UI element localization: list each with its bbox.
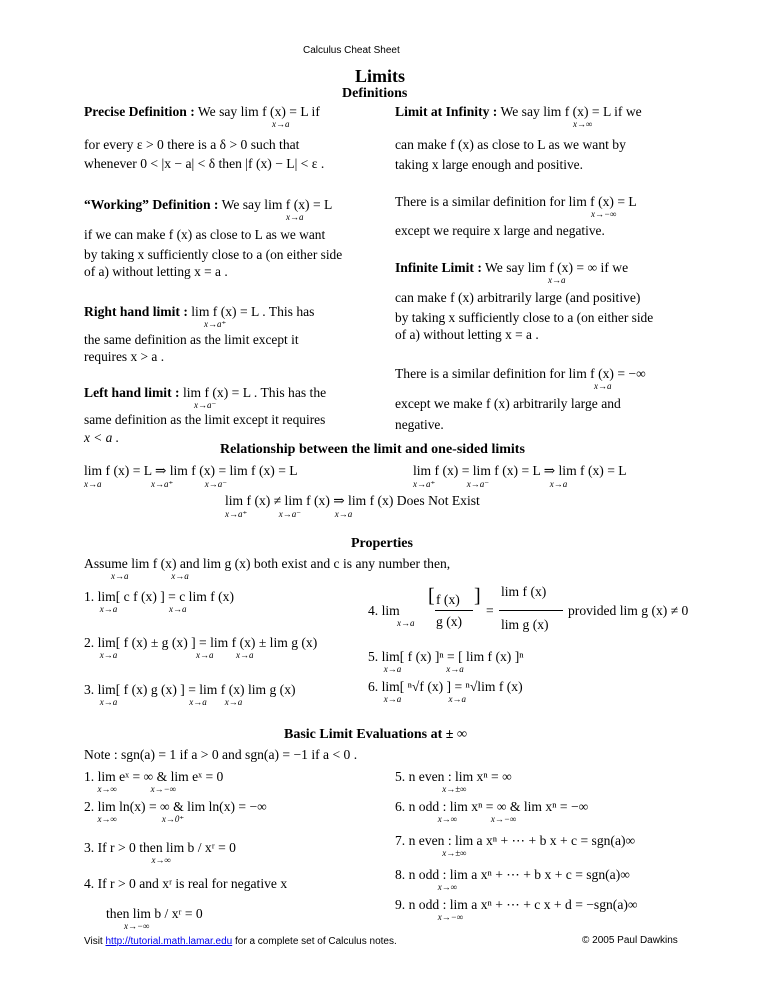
working-line1: We say lim f (x) = L xyxy=(221,197,333,212)
property-4-rnum: lim f (x) xyxy=(501,584,547,599)
footer-visit-text: Visit xyxy=(84,936,103,947)
right-line3: requires x > a . xyxy=(84,349,165,364)
infinity-line3: taking x large enough and positive. xyxy=(395,157,583,172)
infinite-line2: can make f (x) arbitrarily large (and positive) xyxy=(395,290,641,305)
basic-heading: Basic Limit Evaluations at ± ∞ xyxy=(284,727,467,742)
relationship-eq3: lim f (x) ≠ lim f (x) ⇒ lim f (x) Does Not Exist xyxy=(225,493,480,508)
working-line4: of a) without letting x = a . xyxy=(84,264,228,279)
relationship-eq2: lim f (x) = lim f (x) = L ⇒ lim f (x) = L xyxy=(413,463,627,478)
left-hand-limit xyxy=(84,383,327,410)
property-4-rden: lim g (x) xyxy=(501,617,549,632)
basic-r6-subs: x→∞ x→−∞ xyxy=(395,814,517,824)
limit-at-infinity xyxy=(395,102,642,129)
neg-infinite-line3: negative. xyxy=(395,417,444,432)
property-2-subs: x→a x→a x→a xyxy=(84,650,254,660)
relationship-eq2-subs: x→a⁺ x→a⁻ x→a xyxy=(413,479,568,489)
footer-rest: for a complete set of Calculus notes. xyxy=(235,936,397,947)
left-line2: same definition as the limit except it requires xyxy=(84,412,326,427)
left-line1: lim f (x) = L . This has the xyxy=(182,385,327,400)
relationship-eq1: lim f (x) = L ⇒ lim f (x) = lim f (x) = L xyxy=(84,463,298,478)
basic-r8: 8. n odd : lim a xⁿ + ⋯ + b x + c = sgn(a)∞ xyxy=(395,867,630,882)
property-4-pre: 4. lim xyxy=(368,603,400,618)
precise-line3: whenever 0 < |x − a| < δ then |f (x) − L| < ε . xyxy=(84,156,325,171)
basic-l3-subs: x→∞ xyxy=(84,855,171,865)
working-definition xyxy=(84,195,333,222)
property-6: 6. lim[ ⁿ√f (x) ] = ⁿ√lim f (x) xyxy=(368,679,523,694)
basic-l4b: then lim b / xʳ = 0 xyxy=(106,906,203,921)
infinite-label: Infinite Limit : xyxy=(395,260,482,275)
property-1-subs: x→a x→a xyxy=(84,604,187,614)
working-line2: if we can make f (x) as close to L as we want xyxy=(84,227,326,242)
infinity-sub1: x→∞ xyxy=(573,119,593,129)
precise-label: Precise Definition : xyxy=(84,104,195,119)
basic-r7: 7. n even : lim a xⁿ + ⋯ + b x + c = sgn(a)∞ xyxy=(395,833,636,848)
infinite-line3: by taking x sufficiently close to a (on either side xyxy=(395,310,654,325)
right-hand-limit xyxy=(84,302,315,329)
property-3: 3. lim[ f (x) g (x) ] = lim f (x) lim g (x) xyxy=(84,682,296,697)
precise-line1: We say lim f (x) = L if xyxy=(197,104,320,119)
property-4-den: g (x) xyxy=(436,614,463,629)
basic-l2-subs: x→∞ x→0⁺ xyxy=(84,814,185,824)
property-4-frac-line xyxy=(435,610,473,611)
properties-assume: Assume lim f (x) and lim g (x) both exist and c is any number then, xyxy=(84,556,451,571)
right-line2: the same definition as the limit except it xyxy=(84,332,299,347)
property-4-post: provided lim g (x) ≠ 0 xyxy=(568,603,689,618)
precise-line2: for every ε > 0 there is a δ > 0 such that xyxy=(84,137,300,152)
neg-infinite-sub1: x→a xyxy=(594,381,612,391)
basic-r9-subs: x→−∞ xyxy=(395,912,464,922)
definitions-heading: Definitions xyxy=(342,86,408,101)
property-4 xyxy=(368,582,698,638)
property-4-sub: x→a xyxy=(397,618,415,628)
property-2: 2. lim[ f (x) ± g (x) ] = lim f (x) ± lim g (x) xyxy=(84,635,318,650)
infinity-line1: We say lim f (x) = L if we xyxy=(500,104,642,119)
property-1: 1. lim[ c f (x) ] = c lim f (x) xyxy=(84,589,234,604)
property-5: 5. lim[ f (x) ]ⁿ = [ lim f (x) ]ⁿ xyxy=(368,649,524,664)
neg-infinity-line1: There is a similar definition for lim f (x) = L xyxy=(395,194,637,209)
property-4-bracket-r: ] xyxy=(474,585,481,607)
basic-l1-subs: x→∞ x→−∞ xyxy=(84,784,177,794)
precise-sub1: x→a xyxy=(272,119,290,129)
left-label: Left hand limit : xyxy=(84,385,180,400)
basic-r6: 6. n odd : lim xⁿ = ∞ & lim xⁿ = −∞ xyxy=(395,799,589,814)
property-4-bracket-l: [ xyxy=(428,585,435,607)
neg-infinite-line2: except we make f (x) arbitrarily large and xyxy=(395,396,621,411)
basic-r5-subs: x→±∞ xyxy=(395,784,467,794)
right-line1: lim f (x) = L . This has xyxy=(191,304,315,319)
right-label: Right hand limit : xyxy=(84,304,188,319)
property-4-eq: = xyxy=(486,603,494,618)
properties-heading: Properties xyxy=(351,536,413,551)
neg-infinite-line1: There is a similar definition for lim f (x) = −∞ xyxy=(395,366,646,381)
infinite-line1: We say lim f (x) = ∞ if we xyxy=(485,260,629,275)
footer-visit xyxy=(84,936,397,947)
basic-l4-subs: x→−∞ xyxy=(106,921,150,931)
footer-copyright: © 2005 Paul Dawkins xyxy=(582,935,678,946)
infinite-line4: of a) without letting x = a . xyxy=(395,327,539,342)
relationship-heading: Relationship between the limit and one-sided limits xyxy=(220,442,525,457)
right-sub1: x→a⁺ xyxy=(204,319,227,329)
working-sub1: x→a xyxy=(286,212,304,222)
neg-infinity-sub1: x→−∞ xyxy=(591,209,617,219)
property-5-subs: x→a x→a xyxy=(368,664,464,674)
basic-l3: 3. If r > 0 then lim b / xʳ = 0 xyxy=(84,840,236,855)
page-title: Limits xyxy=(355,66,406,86)
basic-l4a: 4. If r > 0 and xʳ is real for negative x xyxy=(84,876,288,891)
basic-r9: 9. n odd : lim a xⁿ + ⋯ + c x + d = −sgn(a)∞ xyxy=(395,897,638,912)
precise-definition xyxy=(84,102,384,129)
neg-infinity-line2: except we require x large and negative. xyxy=(395,223,605,238)
basic-r7-subs: x→±∞ xyxy=(395,848,467,858)
working-label: “Working” Definition : xyxy=(84,197,219,212)
property-6-subs: x→a x→a xyxy=(368,694,466,704)
relationship-eq3-subs: x→a⁺ x→a⁻ x→a xyxy=(225,509,353,519)
property-4-num: f (x) xyxy=(436,592,460,607)
basic-note: Note : sgn(a) = 1 if a > 0 and sgn(a) = −1 if a < 0 . xyxy=(84,747,358,762)
infinite-limit xyxy=(395,258,629,285)
basic-l1: 1. lim eˣ = ∞ & lim eˣ = 0 xyxy=(84,769,224,784)
property-3-subs: x→a x→a x→a xyxy=(84,697,243,707)
infinite-sub1: x→a xyxy=(548,275,566,285)
working-line3: by taking x sufficiently close to a (on either side xyxy=(84,247,343,262)
basic-r5: 5. n even : lim xⁿ = ∞ xyxy=(395,769,512,784)
neg-infinite-def xyxy=(395,364,646,391)
infinity-label: Limit at Infinity : xyxy=(395,104,498,119)
left-line3: x < a . xyxy=(84,430,120,445)
properties-assume-subs: x→a x→a xyxy=(84,571,189,581)
property-4-rfrac-line xyxy=(499,610,563,611)
left-sub1: x→a⁻ xyxy=(194,400,217,410)
infinity-line2: can make f (x) as close to L as we want by xyxy=(395,137,626,152)
footer-link[interactable]: http://tutorial.math.lamar.edu xyxy=(105,936,233,947)
basic-r8-subs: x→∞ xyxy=(395,882,458,892)
relationship-eq1-subs: x→a x→a⁺ x→a⁻ xyxy=(84,479,227,489)
basic-l2: 2. lim ln(x) = ∞ & lim ln(x) = −∞ xyxy=(84,799,267,814)
neg-infinity-def xyxy=(395,192,637,219)
sheet-header: Calculus Cheat Sheet xyxy=(303,45,400,56)
